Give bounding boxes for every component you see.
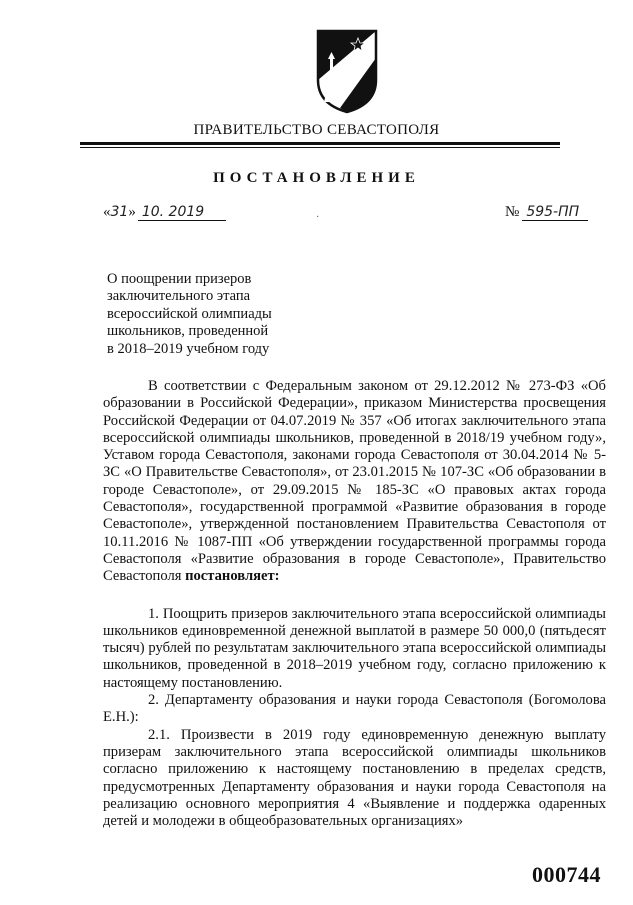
sevastopol-coat-of-arms-icon: [316, 28, 378, 114]
date-day: 31: [110, 204, 129, 220]
subject-line: всероссийской олимпиады: [107, 305, 272, 322]
serial-number: 000744: [532, 862, 601, 887]
date-open-quote: «: [103, 204, 111, 220]
subject-line: в 2018–2019 учебном году: [107, 340, 270, 357]
item-2-1-paragraph: 2.1. Произвести в 2019 году единовременную денежную выплату призерам заключительного этапа всероссийской олимпиады школьников согласно приложению к настоящему постановлению в пределах средств, предусмотренных Департаменту образования и науки города Севастополя на реализацию основного мероприятия 4 «Выявление и поддержка одаренных детей и молодежи в общеобразовательных организациях»: [103, 726, 606, 830]
number-label: №: [505, 204, 520, 220]
preamble-text: В соответствии с Федеральным законом от 29.12.2012 № 273-ФЗ «Об образовании в Российской Федерации», приказом Министерства просвещения Российской Федерации от 04.07.2019 № 357 «Об итогах заключительного этапа всероссийской олимпиады школьников, проведенной в 2018/19 учебном году», Уставом города Севастополя, законами города Севастополя от 30.04.2014 № 5-ЗС «О Правительстве Севастополя», от 23.01.2015 № 107-ЗС «Об образовании в городе Севастополе», от 29.09.2015 № 185-ЗС «О правовых актах города Севастополя», государственной программой «Развитие образования в городе Севастополе», утвержденной постановлением Правительства Севастополя от 10.11.2016 № 1087-ПП «Об утверждении государственной программы города Севастополя «Развитие образования в городе Севастополе», Правительство Севастополя: [103, 378, 606, 585]
scan-mark: ·: [316, 212, 320, 223]
header-rule-thin: [80, 147, 560, 148]
date-month-year: 10. 2019: [138, 204, 226, 221]
item-2-paragraph: 2. Департаменту образования и науки города Севастополя (Богомолова Е.Н.):: [103, 692, 606, 726]
preamble-paragraph: [103, 378, 606, 586]
document-body: [103, 378, 606, 830]
document-number: [505, 204, 588, 221]
header-rule-thick: [80, 142, 560, 145]
subject-line: школьников, проведенной: [107, 323, 269, 340]
date-close-quote: »: [128, 204, 136, 220]
subject-line: заключительного этапа: [107, 288, 251, 305]
item-1-paragraph: 1. Поощрить призеров заключительного этапа всероссийской олимпиады школьников единовременной денежной выплатой в размере 50 000,0 (пятьдесят тысяч) рублей по результатам заключительного этапа всероссийской олимпиады школьников, проведенной в 2018–2019 учебном году, согласно приложению к настоящему постановлению.: [103, 605, 606, 691]
preamble-keyword: постановляет:: [185, 568, 280, 585]
document-subject: [107, 271, 297, 358]
document-type-title: ПОСТАНОВЛЕНИЕ: [213, 170, 420, 186]
subject-line: О поощрении призеров: [107, 271, 252, 287]
issue-date: [103, 204, 226, 221]
number-value: 595-ПП: [522, 204, 588, 221]
government-name: ПРАВИТЕЛЬСТВО СЕВАСТОПОЛЯ: [193, 122, 440, 138]
